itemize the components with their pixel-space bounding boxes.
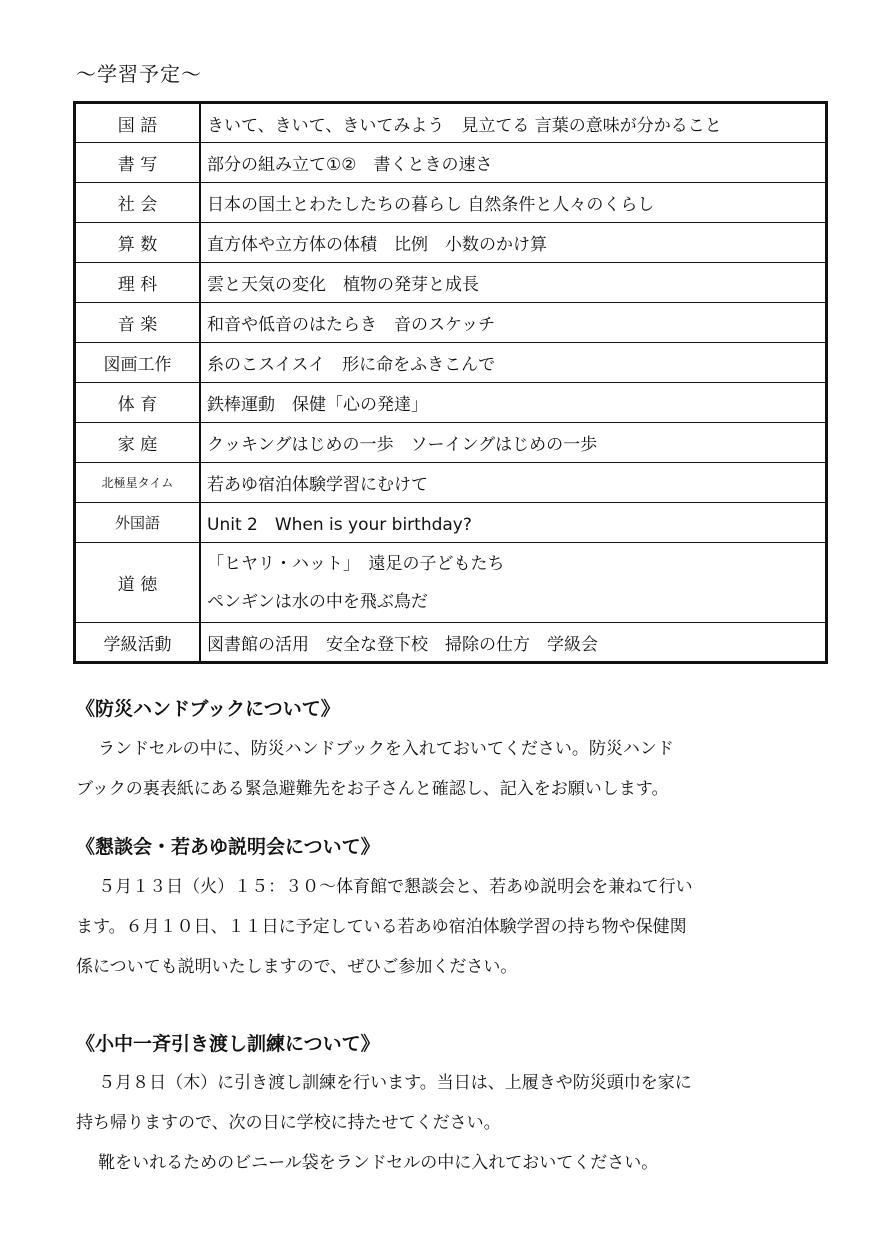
- subject-cell: 書 写: [75, 143, 201, 183]
- table-row: [75, 303, 827, 343]
- description-cell: 和音や低音のはたらき 音のスケッチ: [200, 303, 827, 343]
- description-cell: Unit 2 When is your birthday?: [200, 503, 827, 543]
- table-row: [75, 143, 827, 183]
- subject-cell: 北極星タイム: [75, 463, 201, 503]
- body-line: ランドセルの中に、防災ハンドブックを入れておいてください。防災ハンド: [98, 739, 674, 759]
- body-line: ブックの裏表紙にある緊急避難先をお子さんと確認し、記入をお願いします。: [76, 779, 669, 799]
- table-row: [75, 343, 827, 383]
- description-cell: 日本の国土とわたしたちの暮らし 自然条件と人々のくらし: [200, 183, 827, 223]
- body-line: 靴をいれるためのビニール袋をランドセルの中に入れておいてください。: [98, 1153, 659, 1173]
- table-row: [75, 183, 827, 223]
- body-line: ５月１３日（火）１５：３０〜体育館で懇談会と、若あゆ説明会を兼ねて行い: [98, 877, 693, 897]
- section-body: [76, 1063, 796, 1183]
- body-line: ます。６月１０日、１１日に予定している若あゆ宿泊体験学習の持ち物や保健関: [76, 917, 687, 937]
- description-cell: クッキングはじめの一歩 ソーイングはじめの一歩: [200, 423, 827, 463]
- body-line: ５月８日（木）に引き渡し訓練を行います。当日は、上履きや防災頭巾を家に: [98, 1073, 692, 1093]
- table-row: [75, 103, 827, 143]
- body-line: 係についても説明いたしますので、ぜひご参加ください。: [76, 957, 518, 977]
- schedule-table: [73, 101, 828, 664]
- subject-cell: 道 徳: [75, 543, 201, 623]
- description-cell: 直方体や立方体の体積 比例 小数のかけ算: [200, 223, 827, 263]
- subject-cell: 算 数: [75, 223, 201, 263]
- body-line: 持ち帰りますので、次の日に学校に持たせてください。: [76, 1113, 501, 1133]
- subject-cell: 家 庭: [75, 423, 201, 463]
- subject-cell: 国 語: [75, 103, 201, 143]
- page-heading: 〜学習予定〜: [76, 62, 202, 86]
- subject-cell: 音 楽: [75, 303, 201, 343]
- table-row: [75, 463, 827, 503]
- description-line: 「ヒヤリ・ハット」 遠足の子どもたち: [207, 553, 505, 574]
- description-cell: 部分の組み立て①② 書くときの速さ: [200, 143, 827, 183]
- table-row: [75, 263, 827, 303]
- description-cell: 糸のこスイスイ 形に命をふきこんで: [200, 343, 827, 383]
- description-line: ペンギンは水の中を飛ぶ鳥だ: [207, 591, 428, 612]
- subject-cell: 図画工作: [75, 343, 201, 383]
- description-cell: 雲と天気の変化 植物の発芽と成長: [200, 263, 827, 303]
- section-body: [76, 729, 796, 809]
- description-cell: 図書館の活用 安全な登下校 掃除の仕方 学級会: [200, 623, 827, 663]
- subject-cell: 外国語: [75, 503, 201, 543]
- subject-cell: 学級活動: [75, 623, 201, 663]
- table-row: [75, 503, 827, 543]
- table-row: [75, 623, 827, 663]
- section-title: 《小中一斉引き渡し訓練について》: [76, 1033, 380, 1055]
- table-row: [75, 423, 827, 463]
- description-cell: 若あゆ宿泊体験学習にむけて: [200, 463, 827, 503]
- section-body: [76, 867, 796, 987]
- subject-cell: 理 科: [75, 263, 201, 303]
- description-cell: [200, 543, 827, 623]
- subject-cell: 体 育: [75, 383, 201, 423]
- description-cell: 鉄棒運動 保健「心の発達」: [200, 383, 827, 423]
- subject-cell: 社 会: [75, 183, 201, 223]
- section-title: 《懇談会・若あゆ説明会について》: [76, 836, 380, 858]
- table-row: [75, 543, 827, 623]
- description-cell: きいて、きいて、きいてみよう 見立てる 言葉の意味が分かること: [200, 103, 827, 143]
- table-row: [75, 383, 827, 423]
- table-row: [75, 223, 827, 263]
- section-title: 《防災ハンドブックについて》: [76, 698, 340, 720]
